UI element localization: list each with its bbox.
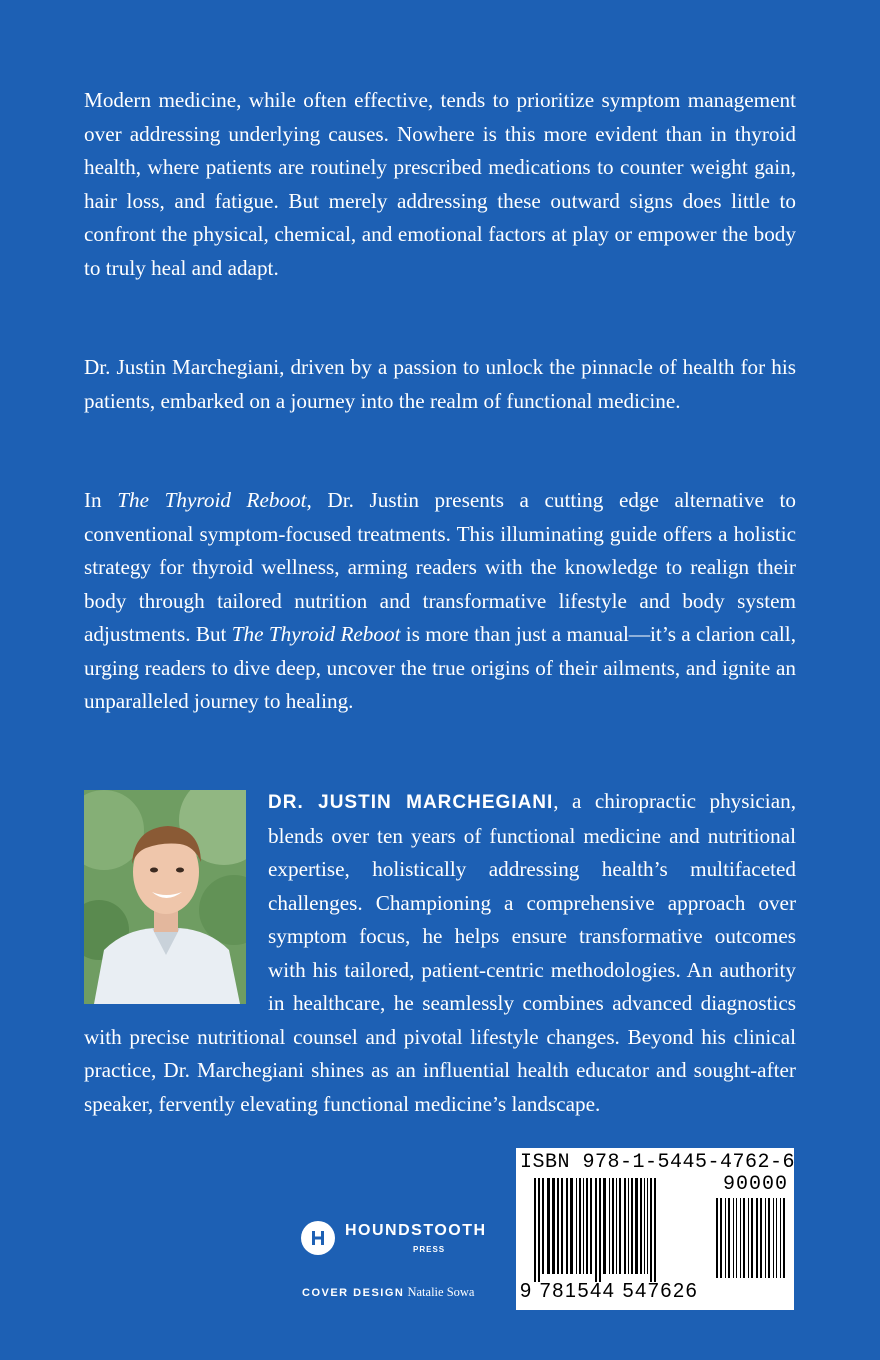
- barcode-bar: [733, 1198, 734, 1278]
- price-code: 90000: [722, 1173, 788, 1196]
- barcode-bar: [552, 1178, 555, 1274]
- barcode-bar: [640, 1178, 642, 1274]
- barcode-bar: [619, 1178, 621, 1274]
- book-title: The Thyroid Reboot: [231, 622, 401, 646]
- barcode-bar: [720, 1198, 722, 1278]
- designer-name: Natalie Sowa: [407, 1285, 475, 1299]
- barcode-bar: [628, 1178, 629, 1274]
- author-portrait: [84, 790, 246, 1004]
- barcode-bar: [773, 1198, 774, 1278]
- blurb-paragraph-2: Dr. Justin Marchegiani, driven by a passion to unlock the pinnacle of health for his patients, embarked on a journey into the realm of functional medicine.: [84, 355, 796, 413]
- author-bio-text: , a chiropractic physician, blends over ten years of functional medicine and nutritional expertise, holistically addressing health’s multifaceted challenges. Championing a comprehensive approach over symptom focus, he helps ensure transformative outcomes with his tailored, patient-centric methodologies. An authority in healthcare, he seamlessly combines advanced diagnostics with precise nutritional counsel and pivotal lifestyle changes. Beyond his clinical practice, Dr. Marchegiani shines as an influential health educator and sought-after speaker, fervently elevating functional medicine’s landscape.: [84, 789, 796, 1116]
- author-name: DR. JUSTIN MARCHEGIANI: [268, 792, 554, 813]
- cover-design-credit: [302, 1285, 474, 1300]
- barcode-bar: [743, 1198, 745, 1278]
- blurb-paragraph-3: [84, 484, 796, 719]
- barcode-bar: [740, 1198, 741, 1278]
- publisher-name: HOUNDSTOOTH: [345, 1222, 487, 1239]
- barcode-bar: [644, 1178, 645, 1274]
- barcode-bar: [586, 1178, 588, 1274]
- barcode-bar: [534, 1178, 536, 1282]
- barcode-bar: [635, 1178, 638, 1274]
- barcode-bar: [576, 1178, 577, 1274]
- credit-label: COVER DESIGN: [302, 1287, 405, 1299]
- book-title: The Thyroid Reboot: [117, 488, 307, 512]
- barcode-bar: [609, 1178, 610, 1274]
- barcode-bar: [725, 1198, 726, 1278]
- isbn-barcode: [516, 1148, 794, 1310]
- barcode-bar: [631, 1178, 633, 1274]
- barcode-bar: [538, 1178, 540, 1282]
- barcode-bar: [716, 1198, 718, 1278]
- barcode-bar: [776, 1198, 777, 1278]
- barcode-bar: [612, 1178, 614, 1274]
- blurb-text: , Dr. Justin presents a cutting edge alternative to conventional symptom-focused treatments. This illuminating guide offers a holistic strategy for thyroid wellness, arming readers with the knowledge to realign their body through tailored nutrition and transformative lifestyle and body system adjustments. But: [84, 488, 797, 646]
- barcode-bar: [765, 1198, 766, 1278]
- publisher-imprint: PRESS: [413, 1245, 446, 1254]
- barcode-bar: [583, 1178, 584, 1274]
- barcode-bar: [561, 1178, 563, 1274]
- barcode-bar: [780, 1198, 781, 1278]
- barcode-bar: [728, 1198, 730, 1278]
- barcode-bar: [748, 1198, 749, 1278]
- barcode-bar: [595, 1178, 597, 1282]
- blurb-text: In: [84, 488, 118, 512]
- barcode-bar: [783, 1198, 785, 1278]
- barcode-bar: [751, 1198, 753, 1278]
- barcode-bar: [650, 1178, 652, 1282]
- barcode-bar: [603, 1178, 606, 1274]
- barcode-bar: [736, 1198, 737, 1278]
- ean-digits: 9 781544 547626: [520, 1280, 699, 1302]
- author-photo: [84, 790, 246, 1004]
- barcode-bar: [768, 1198, 770, 1278]
- barcode-bar: [616, 1178, 617, 1274]
- barcode-bar: [579, 1178, 581, 1274]
- barcode-bar: [566, 1178, 568, 1274]
- author-bio: [84, 785, 796, 1121]
- barcode-bar: [756, 1198, 758, 1278]
- barcode-bar: [542, 1178, 544, 1274]
- barcode-bar: [599, 1178, 601, 1282]
- barcode-bar: [590, 1178, 592, 1274]
- publisher-emblem-icon: [301, 1221, 335, 1255]
- barcode-bar: [557, 1178, 559, 1274]
- blurb-text: is more than just a manual—it’s a clarion call, urging readers to dive deep, uncover the true origins of their ailments, and ignite an unparalleled journey to healing.: [84, 622, 796, 713]
- barcode-bar: [760, 1198, 762, 1278]
- isbn-number: ISBN 978-1-5445-4762-6: [520, 1151, 796, 1174]
- barcode-bar: [647, 1178, 648, 1274]
- barcode-bar: [654, 1178, 656, 1282]
- barcode-bar: [547, 1178, 550, 1274]
- blurb-paragraph-1: Modern medicine, while often effective, tends to prioritize symptom management over addressing underlying causes. Nowhere is this more evident than in thyroid health, where patients are routinely prescribed medications to counter weight gain, hair loss, and fatigue. But merely addressing these outward signs does little to confront the physical, chemical, and emotional factors at play or empower the body to truly heal and adapt.: [84, 88, 796, 280]
- barcode-bar: [570, 1178, 573, 1274]
- barcode-bar: [624, 1178, 626, 1274]
